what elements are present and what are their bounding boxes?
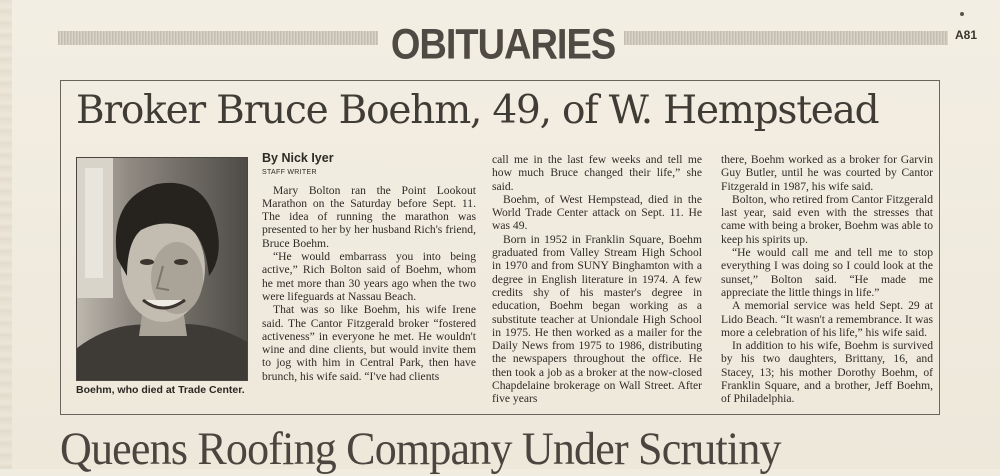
page-number: A81 [955, 28, 978, 42]
paragraph: there, Boehm worked as a broker for Garvin Guy Butler, until he was courted by Cantor Fitzgerald in 1987, his wife said. [721, 153, 933, 193]
paragraph: Boehm, of West Hempstead, died in the World Trade Center attack on Sept. 11. He was 49. [492, 192, 702, 233]
paragraph: A memorial service was held Sept. 29 at Lido Beach. “It wasn't a remembrance. It was more a celebration of his life,” his wife said. [721, 299, 933, 339]
banner-stripe-right [624, 31, 948, 45]
section-title: OBITUARIES [390, 21, 616, 69]
paragraph: That was so like Boehm, his wife Irene said. The Cantor Fitzgerald broker “fostered activeness” in everyone he met. He wouldn't wine and dine clients, but would invite them to jog with him in Central Park, then have brunch, his wife said. “I've had clients [262, 303, 476, 383]
portrait-illustration [77, 158, 248, 381]
paragraph: Mary Bolton ran the Point Lookout Marathon on the Saturday before Sept. 11. The idea of running the marathon was presented to her by her husband Rich's friend, Bruce Boehm. [262, 183, 476, 250]
article-headline: Broker Bruce Boehm, 49, of W. Hempstead [76, 88, 879, 133]
next-article-headline: Queens Roofing Company Under Scrutiny [60, 423, 781, 475]
paragraph: call me in the last few weeks and tell me how much Bruce changed their life,” she said. [492, 153, 702, 193]
paragraph: In addition to his wife, Boehm is survived by his two daughters, Brittany, 16, and Stacey, 13; his mother Dorothy Boehm, of Franklin Square, and a brother, Jeff Boehm, of Philadelphia. [721, 339, 933, 406]
paragraph: Bolton, who retired from Cantor Fitzgerald last year, said even with the stresses that came with being a broker, Boehm was able to keep his spirits up. [721, 192, 933, 246]
article-column-1 [262, 152, 476, 383]
portrait-photo [76, 157, 248, 381]
paragraph: Born in 1952 in Franklin Square, Boehm graduated from Valley Stream High School in 1970 and from SUNY Binghamton with a degree in English literature in 1974. A few credits shy of his master's degree in education, Boehm began working as a substitute teacher at Uniondale High School in 1975. He then worked as a mailer for the Daily News from 1975 to 1986, distributing the newspapers throughout the office. He then took a job as a broker at the now-closed Chapdelaine brokerage on Wall Street. After five years [492, 232, 702, 406]
banner-stripe-left [58, 31, 378, 45]
paragraph: “He would embarrass you into being active,” Rich Bolton said of Boehm, whom he met more than 30 years ago when the two were lifeguards at Nassau Beach. [262, 250, 476, 303]
article-column-3 [721, 153, 933, 406]
torn-edge [0, 0, 12, 469]
speck [960, 12, 964, 16]
byline: By Nick Iyer [262, 151, 334, 165]
photo-caption: Boehm, who died at Trade Center. [76, 384, 245, 396]
byline-role: STAFF WRITER [262, 169, 317, 177]
article-column-2 [492, 153, 702, 406]
section-banner [58, 21, 948, 69]
paragraph: “He would call me and tell me to stop everything I was doing so I could look at the sunset,” Bolton said. “He made me appreciate the little things in life.” [721, 246, 933, 299]
